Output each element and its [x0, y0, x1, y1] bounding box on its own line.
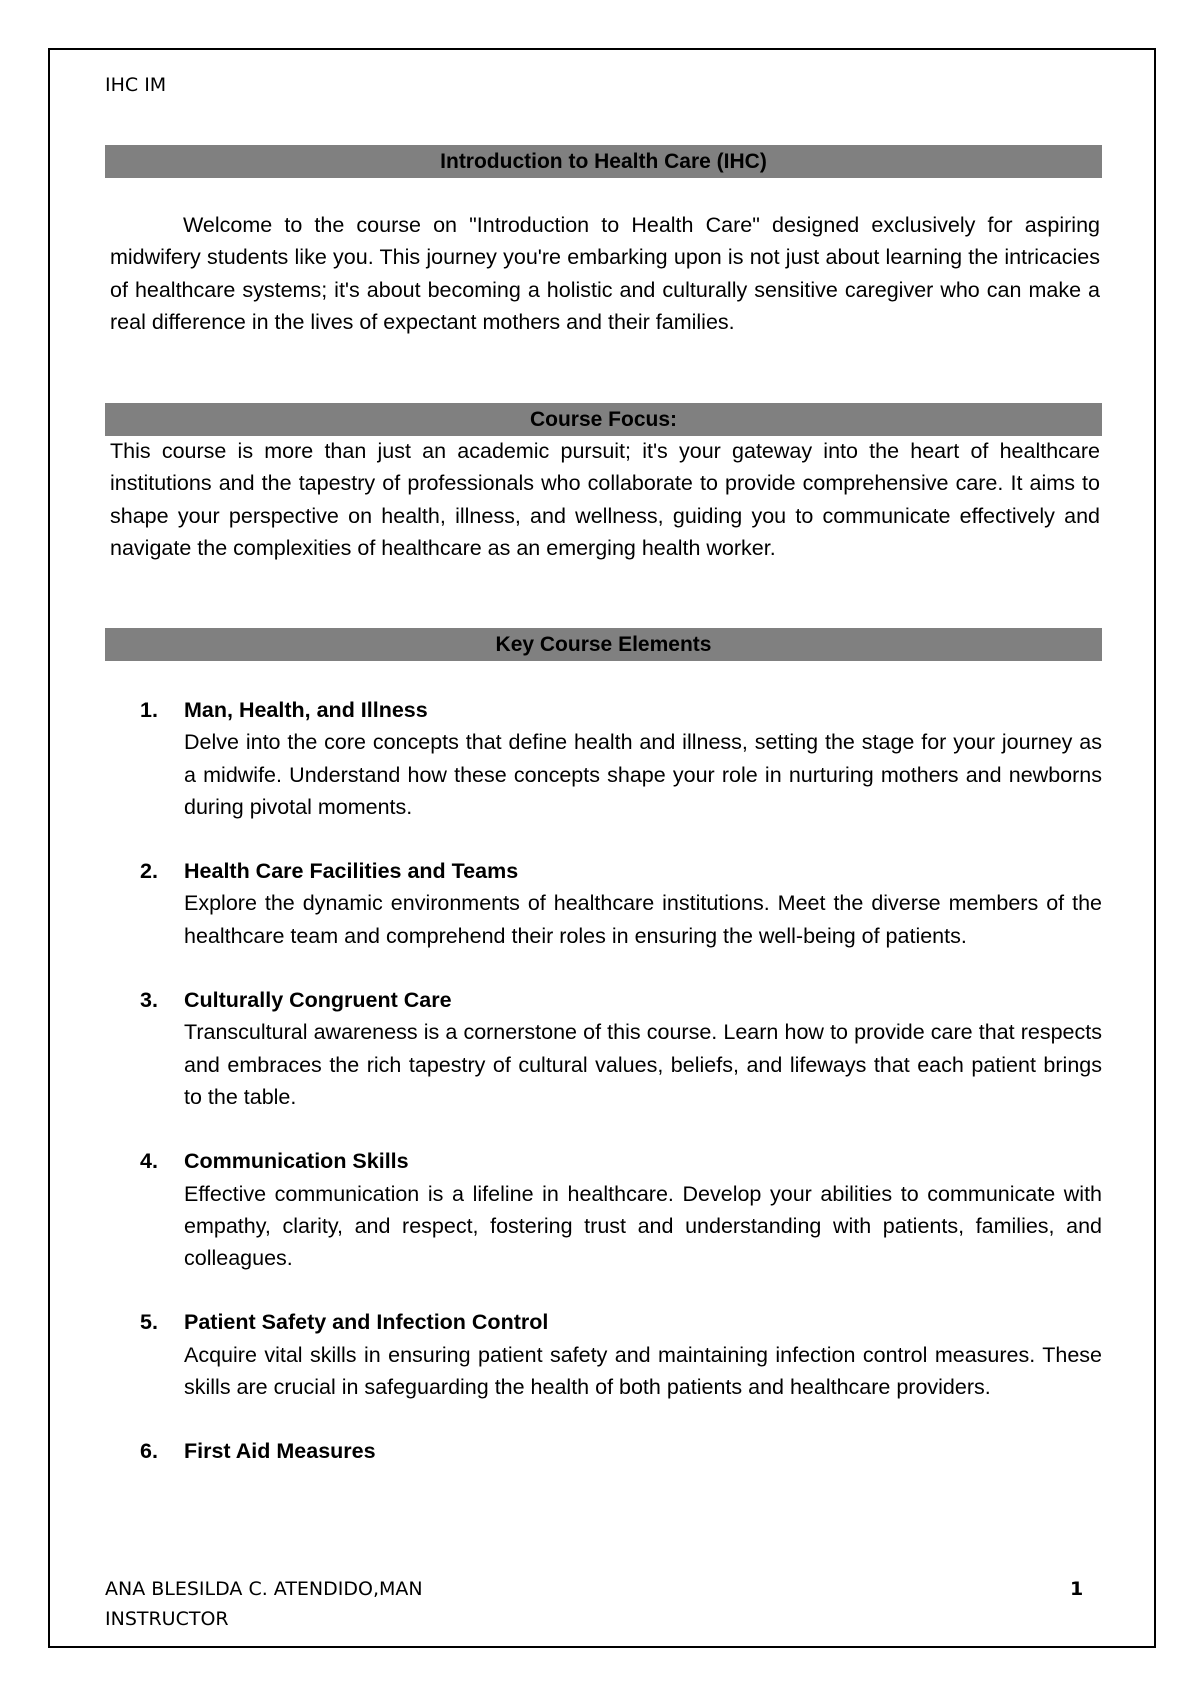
intro-section-heading: Introduction to Health Care (IHC) — [105, 145, 1102, 178]
key-elements-heading: Key Course Elements — [105, 628, 1102, 661]
list-item-title: Communication Skills — [184, 1149, 409, 1174]
list-item-title: Culturally Congruent Care — [184, 988, 452, 1013]
list-item-description: Effective communication is a lifeline in healthcare. Develop your abilities to communicate with empathy, clarity, and respect, fostering trust and understanding with patients, families, and colleagues. — [184, 1181, 1102, 1271]
course-focus-heading: Course Focus: — [105, 403, 1102, 436]
key-elements-list — [140, 694, 1102, 1500]
footer-author-role: INSTRUCTOR — [105, 1608, 229, 1630]
list-item — [140, 855, 1102, 952]
list-item-title: First Aid Measures — [184, 1439, 376, 1464]
list-item-number: 4. — [140, 1149, 158, 1174]
footer-author-name: ANA BLESILDA C. ATENDIDO,MAN — [105, 1578, 423, 1600]
footer-author — [105, 1574, 423, 1634]
list-item — [140, 1435, 1102, 1467]
list-item — [140, 694, 1102, 823]
intro-paragraph: Welcome to the course on "Introduction to Health Care" designed exclusively for aspiring midwifery students like you. This journey you're embarking upon is not just about learning the intricacies of healthcare systems; it's about becoming a holistic and culturally sensitive caregiver who can make a real difference in the lives of expectant mothers and their families. — [110, 213, 1100, 334]
list-item-number: 6. — [140, 1439, 158, 1464]
list-item — [140, 1306, 1102, 1403]
list-item-description: Explore the dynamic environments of healthcare institutions. Meet the diverse members of the healthcare team and comprehend their roles in ensuring the well-being of patients. — [184, 891, 1102, 948]
document-header: IHC IM — [105, 74, 167, 96]
list-item-number: 2. — [140, 859, 158, 884]
list-item-title: Health Care Facilities and Teams — [184, 859, 519, 884]
course-focus-paragraph: This course is more than just an academic pursuit; it's your gateway into the heart of healthcare institutions and the tapestry of professionals who collaborate to provide comprehensive care. It aims to shape your perspective on health, illness, and wellness, guiding you to communicate effectively and navigate the complexities of healthcare as an emerging health worker. — [110, 439, 1100, 560]
list-item-number: 5. — [140, 1310, 158, 1335]
list-item — [140, 1145, 1102, 1274]
list-item — [140, 984, 1102, 1113]
page-number: 1 — [1070, 1578, 1084, 1600]
list-item-number: 3. — [140, 988, 158, 1013]
list-item-title: Man, Health, and Illness — [184, 698, 428, 722]
list-item-number: 1. — [140, 698, 158, 722]
list-item-description: Delve into the core concepts that define health and illness, setting the stage for your journey as a midwife. Understand how these concepts shape your role in nurturing mothers and newborns during pivotal moments. — [184, 730, 1102, 819]
list-item-description: Acquire vital skills in ensuring patient safety and maintaining infection control measures. These skills are crucial in safeguarding the health of both patients and healthcare providers. — [184, 1342, 1102, 1400]
list-item-title: Patient Safety and Infection Control — [184, 1310, 549, 1335]
list-item-description: Transcultural awareness is a cornerstone of this course. Learn how to provide care that respects and embraces the rich tapestry of cultural values, beliefs, and lifeways that each patient brings to the table. — [184, 1020, 1102, 1109]
